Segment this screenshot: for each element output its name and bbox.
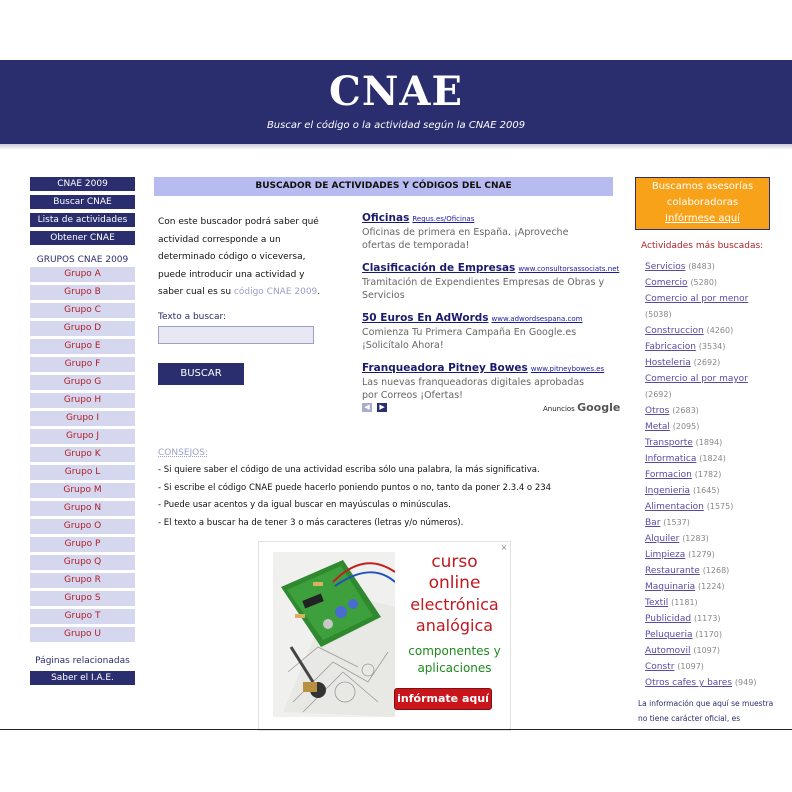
group-link[interactable]: Grupo R — [30, 573, 135, 588]
top-activity-count: (2692) — [693, 358, 721, 367]
top-activity-count: (1283) — [682, 534, 709, 543]
intro-period: . — [317, 287, 321, 297]
group-link[interactable]: Grupo F — [30, 357, 135, 372]
left-sidebar — [30, 177, 135, 689]
top-activity-item — [645, 483, 775, 499]
top-activity-count: (1645) — [692, 486, 720, 495]
nav-saber-iae[interactable]: Saber el I.A.E. — [30, 671, 135, 685]
page-title: BUSCADOR DE ACTIVIDADES Y CÓDIGOS DEL CNAE — [154, 177, 613, 196]
top-activity-link[interactable]: Construccion — [645, 326, 704, 336]
group-link[interactable]: Grupo B — [30, 285, 135, 300]
group-link[interactable]: Grupo D — [30, 321, 135, 336]
cnae-2009-link[interactable]: código CNAE 2009 — [233, 287, 318, 297]
promo-box[interactable] — [635, 177, 770, 230]
top-activity-link[interactable]: Formacion — [645, 470, 692, 480]
ad-title-link[interactable]: Franqueadora Pitney Bowes — [362, 362, 528, 374]
related-pages-title: Páginas relacionadas — [35, 656, 130, 666]
intro-line-text: saber cual es su — [158, 287, 232, 297]
top-activity-link[interactable]: Textil — [645, 598, 669, 608]
disclaimer-line: no tiene carácter oficial, es — [638, 714, 741, 723]
promo-text: colaboradoras — [666, 197, 739, 208]
intro-line: determinado código o viceversa, — [158, 252, 306, 262]
top-activity-item — [645, 451, 775, 467]
ad-url-link[interactable]: www.consultorsassociats.net — [518, 265, 620, 273]
google-logo: Google — [577, 401, 621, 414]
tip-item: - El texto a buscar ha de tener 3 o más caracteres (letras y/o números). — [158, 517, 464, 528]
footer-divider — [0, 729, 792, 730]
top-activity-item — [645, 323, 775, 339]
top-activity-count: (1097) — [693, 646, 720, 655]
ads-by-google[interactable] — [543, 401, 620, 414]
group-link[interactable]: Grupo G — [30, 375, 135, 390]
top-activity-count: (1170) — [695, 630, 723, 639]
site-header — [0, 60, 792, 144]
intro-line: puede introducir una actividad y — [158, 269, 305, 280]
top-activity-link[interactable]: Comercio — [645, 278, 688, 288]
group-link[interactable]: Grupo H — [30, 393, 135, 408]
top-activity-count: (1268) — [702, 566, 730, 575]
ad-desc: ¡Solicítalo Ahora! — [362, 340, 444, 351]
top-activity-item — [645, 659, 775, 675]
top-activity-item — [645, 371, 775, 403]
top-activity-item — [645, 563, 775, 579]
group-link[interactable]: Grupo N — [30, 501, 135, 516]
top-activity-count: (1173) — [693, 614, 721, 623]
ads-block — [362, 211, 620, 411]
top-activity-link[interactable]: Comercio al por menor — [645, 294, 749, 304]
banner-subtext: aplicaciones — [417, 661, 492, 675]
ad-item — [362, 261, 620, 302]
disclaimer-line: La información que aquí se muestra — [638, 699, 774, 708]
tip-item: - Puede usar acentos y da igual buscar en mayúsculas o minúsculas. — [158, 500, 451, 510]
nav-buscar-cnae[interactable]: Buscar CNAE — [30, 195, 135, 209]
search-label: Texto a buscar: — [158, 312, 227, 322]
ad-url-link[interactable]: www.adwordsespana.com — [491, 315, 583, 323]
group-link[interactable]: Grupo P — [30, 537, 135, 552]
ad-url-link[interactable]: www.pitneybowes.es — [530, 365, 605, 373]
top-activity-link[interactable]: Fabricacion — [645, 342, 696, 352]
banner-text: curso — [431, 552, 478, 572]
group-link[interactable]: Grupo J — [30, 429, 135, 444]
top-activity-count: (949) — [734, 678, 757, 687]
intro-text — [158, 214, 328, 302]
top-activity-item — [645, 339, 775, 355]
top-activity-link[interactable]: Bar — [645, 518, 661, 528]
group-link[interactable]: Grupo U — [30, 627, 135, 642]
ad-item — [362, 311, 612, 352]
ad-desc: Comienza Tu Primera Campaña En Google.es — [362, 327, 577, 338]
top-activity-link[interactable]: Metal — [645, 422, 670, 432]
intro-line — [158, 284, 328, 302]
top-activities-list — [645, 259, 775, 691]
banner-text: online — [428, 573, 481, 593]
search-button[interactable]: BUSCAR — [158, 363, 244, 385]
group-link[interactable]: Grupo T — [30, 609, 135, 624]
site-subtitle: Buscar el código o la actividad según la CNAE 2009 — [266, 120, 526, 131]
top-activity-count: (5280) — [690, 278, 718, 287]
ad-item — [362, 211, 612, 252]
ad-desc: Tramitación de Expendientes Empresas de Obras y — [362, 277, 605, 288]
group-link[interactable]: Grupo S — [30, 591, 135, 606]
banner-text: analógica — [415, 616, 494, 635]
top-activity-count: (1279) — [688, 550, 715, 559]
top-activity-item — [645, 611, 775, 627]
group-link[interactable]: Grupo Q — [30, 555, 135, 570]
top-activity-link[interactable]: Otros cafes y bares — [645, 678, 733, 688]
top-activity-item — [645, 467, 775, 483]
top-activity-count: (1782) — [694, 470, 722, 479]
top-activity-link[interactable]: Comercio al por mayor — [645, 374, 748, 384]
ad-desc: Oficinas de primera en España. ¡Aproveche — [362, 227, 569, 238]
ad-desc: ofertas de temporada! — [362, 240, 470, 251]
top-activity-item — [645, 627, 775, 643]
disclaimer — [638, 696, 778, 726]
nav-obtener-cnae[interactable]: Obtener CNAE — [30, 231, 135, 245]
top-activity-item — [645, 499, 775, 515]
circuit-board-image — [273, 552, 395, 717]
top-activity-link[interactable]: Hosteleria — [645, 358, 691, 368]
ad-title-link[interactable]: Clasificación de Empresas — [362, 262, 516, 274]
group-link[interactable]: Grupo M — [30, 483, 135, 498]
top-activity-count: (8483) — [688, 262, 715, 271]
top-activity-link[interactable]: Ingenieria — [645, 486, 691, 496]
group-list — [30, 267, 135, 642]
top-activity-link[interactable]: Maquinaria — [645, 582, 696, 592]
top-activity-item — [645, 547, 775, 563]
ad-item — [362, 361, 612, 402]
top-activity-count: (1575) — [706, 502, 734, 511]
ad-title-link[interactable]: Oficinas — [362, 212, 410, 224]
chevron-left-icon[interactable]: ◀ — [362, 403, 372, 412]
ad-title-link[interactable]: 50 Euros En AdWords — [362, 312, 489, 324]
top-activity-item — [645, 675, 775, 691]
top-activity-count: (2095) — [672, 422, 700, 431]
top-activity-item — [645, 291, 775, 323]
tips-list — [158, 462, 618, 532]
top-activity-item — [645, 419, 775, 435]
top-activity-item — [645, 275, 775, 291]
search-input[interactable] — [158, 326, 314, 344]
top-activity-count: (1537) — [663, 518, 690, 527]
top-activity-count: (4260) — [706, 326, 734, 335]
top-activity-link[interactable]: Peluqueria — [645, 630, 693, 640]
top-activity-item — [645, 531, 775, 547]
promo-text: Buscamos asesorías — [651, 181, 754, 192]
top-activity-item — [645, 643, 775, 659]
course-banner-ad[interactable] — [258, 541, 511, 731]
chevron-right-icon[interactable]: ▶ — [377, 403, 387, 412]
top-activity-link[interactable]: Otros — [645, 406, 670, 416]
banner-text: electrónica — [410, 595, 499, 614]
top-activities-title: Actividades más buscadas: — [641, 241, 764, 251]
top-activity-link[interactable]: Transporte — [645, 438, 693, 448]
top-activity-count: (1224) — [698, 582, 725, 591]
intro-line: actividad corresponde a un — [158, 234, 281, 245]
top-activity-item — [645, 355, 775, 371]
ad-url-link[interactable]: Regus.es/Oficinas — [412, 215, 475, 223]
top-activity-count: (3534) — [698, 342, 726, 351]
nav-lista-actividades[interactable]: Lista de actividades — [30, 213, 135, 227]
top-activity-item — [645, 515, 775, 531]
top-activity-link[interactable]: Servicios — [645, 262, 686, 272]
ad-desc: Las nuevas franqueadoras digitales aprobadas — [362, 377, 585, 388]
top-activity-item — [645, 579, 775, 595]
banner-info-button[interactable]: infórmate aquí — [394, 688, 492, 710]
group-link[interactable]: Grupo C — [30, 303, 135, 318]
top-activity-link[interactable]: Automovil — [645, 646, 691, 656]
ads-by-label: Anuncios — [543, 405, 575, 413]
top-activity-link[interactable]: Restaurante — [645, 566, 700, 576]
top-activity-link[interactable]: Limpieza — [645, 550, 686, 560]
tips-title: CONSEJOS: — [158, 448, 208, 458]
group-link[interactable]: Grupo K — [30, 447, 135, 462]
site-title: CNAE — [329, 68, 463, 115]
top-activity-item — [645, 403, 775, 419]
top-activity-link[interactable]: Informatica — [645, 454, 697, 464]
group-link[interactable]: Grupo E — [30, 339, 135, 354]
top-activity-link[interactable]: Constr — [645, 662, 675, 672]
top-activity-item — [645, 595, 775, 611]
close-icon[interactable]: × — [500, 543, 508, 552]
top-activity-count: (1097) — [677, 662, 704, 671]
banner-subtext: componentes y — [408, 644, 501, 658]
top-activity-count: (2692) — [645, 390, 672, 399]
group-link[interactable]: Grupo O — [30, 519, 135, 534]
header-shadow — [0, 144, 792, 150]
intro-line: Con este buscador podrá saber qué — [158, 217, 319, 227]
top-activity-count: (2683) — [672, 406, 699, 415]
tip-item: - Si quiere saber el código de una actividad escriba sólo una palabra, la más significativa. — [158, 465, 540, 475]
group-link[interactable]: Grupo L — [30, 465, 135, 480]
ad-desc: Servicios — [362, 290, 405, 301]
group-link[interactable]: Grupo I — [30, 411, 135, 426]
top-activity-item — [645, 435, 775, 451]
top-activity-link[interactable]: Alimentacion — [645, 502, 704, 512]
top-activity-link[interactable]: Publicidad — [645, 614, 692, 624]
ad-desc: por Correos ¡Ofertas! — [362, 390, 463, 401]
top-activity-count: (5038) — [645, 310, 672, 319]
tip-item: - Si escribe el código CNAE puede hacerlo poniendo puntos o no, tanto da poner 2.3.4 o 234 — [158, 482, 552, 493]
top-activity-link[interactable]: Alquiler — [645, 534, 680, 544]
nav-cnae-2009[interactable]: CNAE 2009 — [30, 177, 135, 191]
top-activity-count: (1824) — [699, 454, 726, 463]
ad-nav — [362, 403, 387, 422]
top-activity-count: (1894) — [695, 438, 723, 447]
groups-title: GRUPOS CNAE 2009 — [36, 255, 129, 265]
promo-link[interactable]: Infórmese aquí — [665, 213, 740, 224]
top-activity-item — [645, 259, 775, 275]
top-activity-count: (1181) — [671, 598, 698, 607]
group-link[interactable]: Grupo A — [30, 267, 135, 282]
